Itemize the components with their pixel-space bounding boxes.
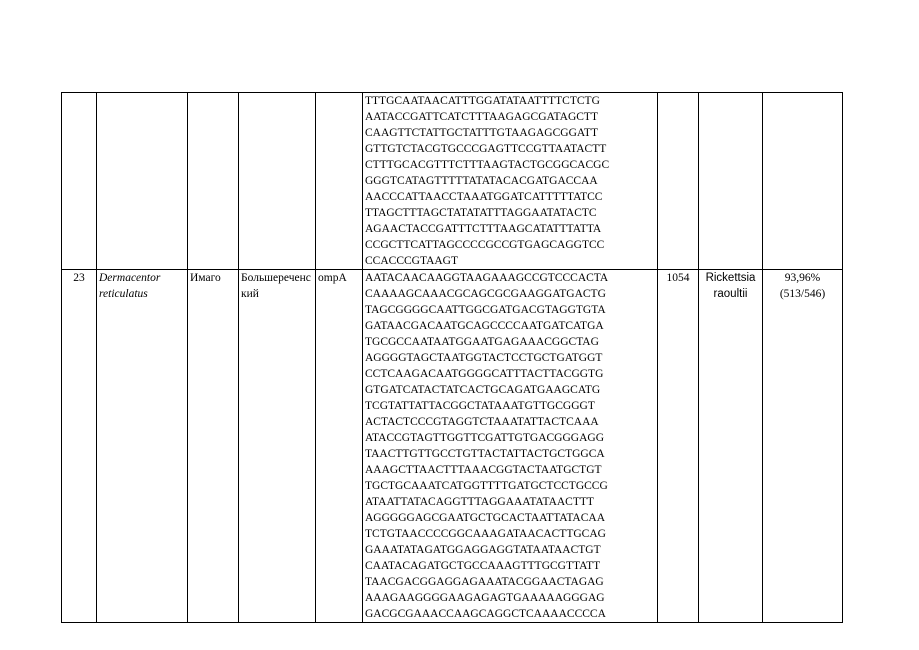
sequence-line: TTAGCTTTAGCTATATATTTAGGAATATACTC <box>365 207 597 219</box>
row-number: 23 <box>62 270 97 623</box>
species-cell: Dermacentor reticulatus <box>97 270 188 623</box>
sequence-line: TAGCGGGGCAATTGGCGATGACGTAGGTGTA <box>365 304 606 316</box>
sequence-line: TGCGCCAATAATGGAATGAGAAACGGCTAG <box>365 336 599 348</box>
match-cell: Rickettsia raoultii <box>699 270 763 623</box>
identity-cell <box>763 93 843 270</box>
sequence-line: AGGGGGAGCGAATGCTGCACTAATTATACAA <box>365 512 606 524</box>
sequence-line: CCTCAAGACAATGGGGCATTTACTTACGGTG <box>365 368 604 380</box>
gene-cell: ompA <box>316 270 363 623</box>
table-row <box>62 93 843 270</box>
sequence-line: TCGTATTATTACGGCTATAAATGTTGCGGGT <box>365 400 595 412</box>
length-cell: 1054 <box>658 270 699 623</box>
row-number <box>62 93 97 270</box>
sequence-line: GGGTCATAGTTTTTATATACACGATGACCAA <box>365 175 598 187</box>
sequence-table <box>61 92 843 623</box>
sequence-line: AATACCGATTCATCTTTAAGAGCGATAGCTT <box>365 111 598 123</box>
sequence-line: AAAGCTTAACTTTAAACGGTACTAATGCTGT <box>365 464 602 476</box>
sequence-line: AACCCATTAACCTAAATGGATCATTTTTATCC <box>365 191 603 203</box>
sequence-line: GTGATCATACTATCACTGCAGATGAAGCATG <box>365 384 601 396</box>
sequence-cell <box>363 270 658 623</box>
sequence-line: TGCTGCAAATCATGGTTTTGATGCTCCTGCCG <box>365 480 608 492</box>
sequence-line: GATAACGACAATGCAGCCCCAATGATCATGA <box>365 320 604 332</box>
sequence-line: AGAACTACCGATTTCTTTAAGCATATTTATTA <box>365 223 602 235</box>
sequence-line: ATAATTATACAGGTTTAGGAAATATAACTTT <box>365 496 594 508</box>
sequence-cell <box>363 93 658 270</box>
sequence-line: CAAGTTCTATTGCTATTTGTAAGAGCGGATT <box>365 127 598 139</box>
match-cell <box>699 93 763 270</box>
sequence-line: CCACCCGTAAGT <box>365 255 459 267</box>
sequence-line: CCGCTTCATTAGCCCCGCCGTGAGCAGGTCC <box>365 239 605 251</box>
length-cell <box>658 93 699 270</box>
table-row <box>62 270 843 623</box>
gene-cell <box>316 93 363 270</box>
sequence-line: AGGGGTAGCTAATGGTACTCCTGCTGATGGT <box>365 352 603 364</box>
sequence-line: ATACCGTAGTTGGTTCGATTGTGACGGGAGG <box>365 432 605 444</box>
sequence-line: AATACAACAAGGTAAGAAAGCCGTCCCACTA <box>365 272 609 284</box>
stage-cell: Имаго <box>188 270 239 623</box>
sequence-line: GAAATATAGATGGAGGAGGTATAATAACTGT <box>365 544 601 556</box>
sequence-line: AAAGAAGGGGAAGAGAGTGAAAAAGGGAG <box>365 592 605 604</box>
sequence-line: CAAAAGCAAACGCAGCGCGAAGGATGACTG <box>365 288 606 300</box>
sequence-line: CTTTGCACGTTTCTTTAAGTACTGCGGCACGC <box>365 159 610 171</box>
sequence-line: TAACGACGGAGGAGAAATACGGAACTAGAG <box>365 576 604 588</box>
sequence-line: GTTGTCTACGTGCCCGAGTTCCGTTAATACTT <box>365 143 607 155</box>
sequence-line: TAACTTGTTGCCTGTTACTATTACTGCTGGCA <box>365 448 605 460</box>
location-cell: Большереченский <box>239 270 316 623</box>
location-cell <box>239 93 316 270</box>
sequence-line: ACTACTCCCGTAGGTCTAAATATTACTCAAA <box>365 416 599 428</box>
sequence-line: TTTGCAATAACATTTGGATATAATTTTCTCTG <box>365 95 600 107</box>
sequence-line: CAATACAGATGCTGCCAAAGTTTGCGTTATT <box>365 560 601 572</box>
identity-cell: 93,96% (513/546) <box>763 270 843 623</box>
species-cell <box>97 93 188 270</box>
sequence-line: GACGCGAAACCAAGCAGGCTCAAAACCCCA <box>365 608 606 620</box>
stage-cell <box>188 93 239 270</box>
sequence-line: TCTGTAACCCCGGCAAAGATAACACTTGCAG <box>365 528 606 540</box>
